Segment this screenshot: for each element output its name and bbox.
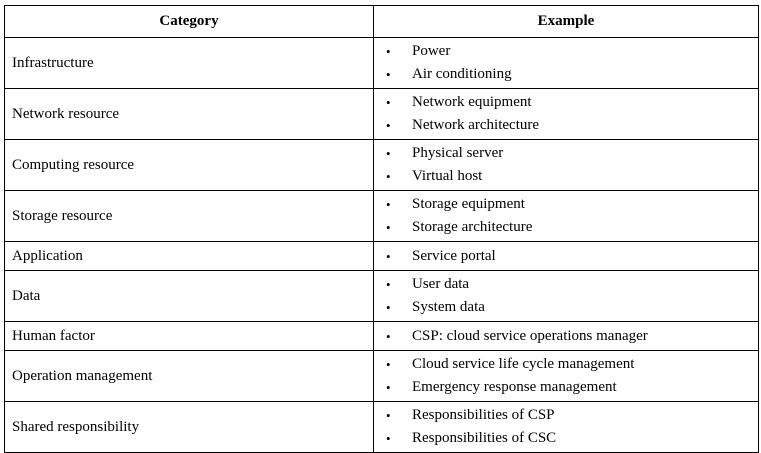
table-row bbox=[5, 351, 759, 402]
example-list-item bbox=[374, 193, 758, 216]
category-cell: Storage resource bbox=[5, 191, 374, 242]
bullet-icon: • bbox=[386, 248, 391, 264]
bullet-icon: • bbox=[386, 220, 391, 235]
category-cell: Infrastructure bbox=[5, 38, 374, 89]
category-cell: Application bbox=[5, 242, 374, 271]
bullet-icon: • bbox=[386, 380, 391, 395]
category-cell: Computing resource bbox=[5, 140, 374, 191]
table-row bbox=[5, 191, 759, 242]
bullet-icon: • bbox=[386, 95, 391, 110]
example-list-item bbox=[374, 142, 758, 165]
example-text: Responsibilities of CSC bbox=[412, 430, 557, 446]
header-example: Example bbox=[374, 6, 759, 38]
table-header-row bbox=[5, 6, 759, 38]
bullet-icon: • bbox=[386, 197, 391, 212]
example-text: Virtual host bbox=[412, 168, 483, 184]
bullet-icon: • bbox=[386, 431, 391, 446]
bullet-icon: • bbox=[386, 328, 391, 344]
example-list bbox=[374, 404, 758, 450]
example-list bbox=[374, 325, 758, 348]
example-list bbox=[374, 245, 758, 268]
example-list bbox=[374, 193, 758, 239]
example-text: Network equipment bbox=[412, 94, 532, 110]
example-list-item bbox=[374, 273, 758, 296]
example-list-item bbox=[374, 245, 758, 268]
example-text: CSP: cloud service operations manager bbox=[412, 327, 648, 344]
example-list-item bbox=[374, 40, 758, 63]
table-row bbox=[5, 242, 759, 271]
example-cell bbox=[374, 271, 759, 322]
example-list bbox=[374, 353, 758, 399]
table-row bbox=[5, 402, 759, 453]
example-list-item bbox=[374, 325, 758, 348]
example-text: Responsibilities of CSP bbox=[412, 407, 555, 423]
category-cell: Human factor bbox=[5, 322, 374, 351]
category-cell: Operation management bbox=[5, 351, 374, 402]
example-list-item bbox=[374, 91, 758, 114]
table-row bbox=[5, 322, 759, 351]
example-text: User data bbox=[412, 276, 470, 292]
example-cell bbox=[374, 89, 759, 140]
table-row bbox=[5, 271, 759, 322]
example-cell bbox=[374, 322, 759, 351]
example-list-item bbox=[374, 216, 758, 239]
example-text: Physical server bbox=[412, 145, 504, 161]
example-list bbox=[374, 273, 758, 319]
example-list-item bbox=[374, 353, 758, 376]
category-cell: Shared responsibility bbox=[5, 402, 374, 453]
example-text: Service portal bbox=[412, 247, 496, 264]
bullet-icon: • bbox=[386, 408, 391, 423]
example-text: System data bbox=[412, 299, 485, 315]
table-row bbox=[5, 89, 759, 140]
example-text: Storage architecture bbox=[412, 219, 533, 235]
category-cell: Network resource bbox=[5, 89, 374, 140]
example-list-item bbox=[374, 404, 758, 427]
example-cell bbox=[374, 242, 759, 271]
table-row bbox=[5, 140, 759, 191]
example-cell bbox=[374, 351, 759, 402]
example-list bbox=[374, 91, 758, 137]
example-list-item bbox=[374, 296, 758, 319]
example-cell bbox=[374, 140, 759, 191]
example-text: Power bbox=[412, 43, 451, 59]
bullet-icon: • bbox=[386, 169, 391, 184]
bullet-icon: • bbox=[386, 118, 391, 133]
bullet-icon: • bbox=[386, 44, 391, 59]
table-body bbox=[5, 38, 759, 453]
example-text: Network architecture bbox=[412, 117, 540, 133]
example-text: Storage equipment bbox=[412, 196, 525, 212]
bullet-icon: • bbox=[386, 357, 391, 372]
bullet-icon: • bbox=[386, 146, 391, 161]
bullet-icon: • bbox=[386, 277, 391, 292]
example-text: Cloud service life cycle management bbox=[412, 356, 635, 372]
example-list bbox=[374, 142, 758, 188]
example-cell bbox=[374, 38, 759, 89]
example-list bbox=[374, 40, 758, 86]
bullet-icon: • bbox=[386, 67, 391, 82]
category-cell: Data bbox=[5, 271, 374, 322]
example-list-item bbox=[374, 114, 758, 137]
example-text: Emergency response management bbox=[412, 379, 617, 395]
example-list-item bbox=[374, 427, 758, 450]
example-cell bbox=[374, 191, 759, 242]
example-text: Air conditioning bbox=[412, 66, 512, 82]
example-cell bbox=[374, 402, 759, 453]
table-row bbox=[5, 38, 759, 89]
example-list-item bbox=[374, 376, 758, 399]
example-list-item bbox=[374, 63, 758, 86]
category-example-table-container bbox=[4, 5, 758, 453]
bullet-icon: • bbox=[386, 300, 391, 315]
example-list-item bbox=[374, 165, 758, 188]
header-category: Category bbox=[5, 6, 374, 38]
category-example-table bbox=[4, 5, 759, 453]
